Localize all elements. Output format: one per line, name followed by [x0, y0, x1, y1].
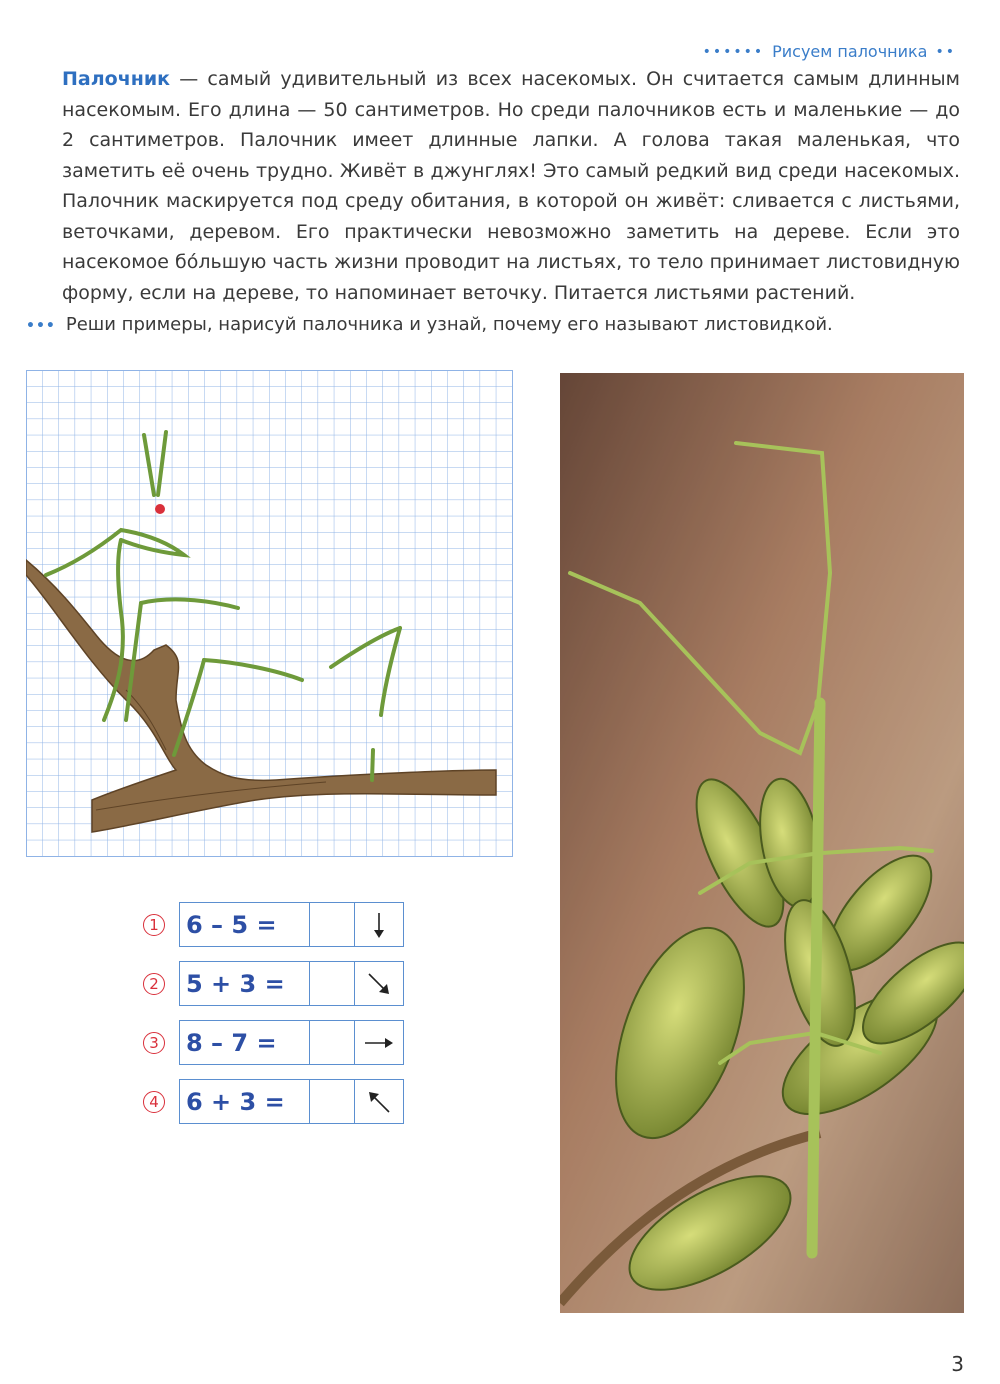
task-text: Реши примеры, нарисуй палочника и узнай, почему его называют листовидкой. [65, 314, 833, 335]
drawing-grid[interactable] [26, 370, 516, 862]
exercise-number: 3 [143, 1032, 165, 1054]
exercise-number: 1 [143, 914, 165, 936]
grid-svg [26, 370, 516, 862]
arrow-up-left-icon [355, 1080, 403, 1123]
answer-cell[interactable] [310, 962, 355, 1005]
section-header [703, 42, 956, 61]
arrow-down-right-icon [355, 962, 403, 1005]
intro-term: Палочник [62, 68, 171, 90]
task-dots: ••• [26, 318, 56, 334]
exercise-box [179, 1079, 404, 1124]
exercise-expression: 5 + 3 = [180, 962, 310, 1005]
exercise-box [179, 902, 404, 947]
exercise-row [143, 961, 404, 1006]
answer-cell[interactable] [310, 1021, 355, 1064]
header-dots-right: •• [935, 43, 956, 60]
exercise-box [179, 1020, 404, 1065]
exercise-list [143, 902, 404, 1138]
exercise-row [143, 1079, 404, 1124]
intro-paragraph [62, 64, 960, 308]
page-number: 3 [951, 1352, 964, 1376]
exercise-box [179, 961, 404, 1006]
task-instruction [26, 312, 966, 339]
exercise-number: 4 [143, 1091, 165, 1113]
intro-text: — самый удивительный из всех насекомых. Он считается самым длинным насекомым. Его длина — 50 сантиметров. Но среди палочников есть и маленькие — до 2 сантиметров. Палочник имеет длинные лапки. А голова такая маленькая, что заметить её очень трудно. Живёт в джунглях! Это самый редкий вид среди насекомых. Палочник маскируется под среду обитания, в которой он живёт: сливается с листьями, веточками, деревом. Его практически невозможно заметить на дереве. Если это насекомое бóльшую часть жизни проводит на листьях, то тело принимает листовидную форму, если на дереве, то напоминает веточку. Питается листьями растений. [62, 68, 960, 304]
exercise-expression: 6 – 5 = [180, 903, 310, 946]
answer-cell[interactable] [310, 1080, 355, 1123]
stick-insect-photo [560, 373, 964, 1313]
photo-svg [560, 373, 964, 1313]
exercise-number: 2 [143, 973, 165, 995]
arrow-down-icon [355, 903, 403, 946]
exercise-expression: 6 + 3 = [180, 1080, 310, 1123]
exercise-row [143, 1020, 404, 1065]
arrow-right-icon [355, 1021, 403, 1064]
exercise-expression: 8 – 7 = [180, 1021, 310, 1064]
header-dots-left: •••••• [702, 43, 765, 60]
answer-cell[interactable] [310, 903, 355, 946]
section-title: Рисуем палочника [772, 42, 928, 61]
exercise-row [143, 902, 404, 947]
